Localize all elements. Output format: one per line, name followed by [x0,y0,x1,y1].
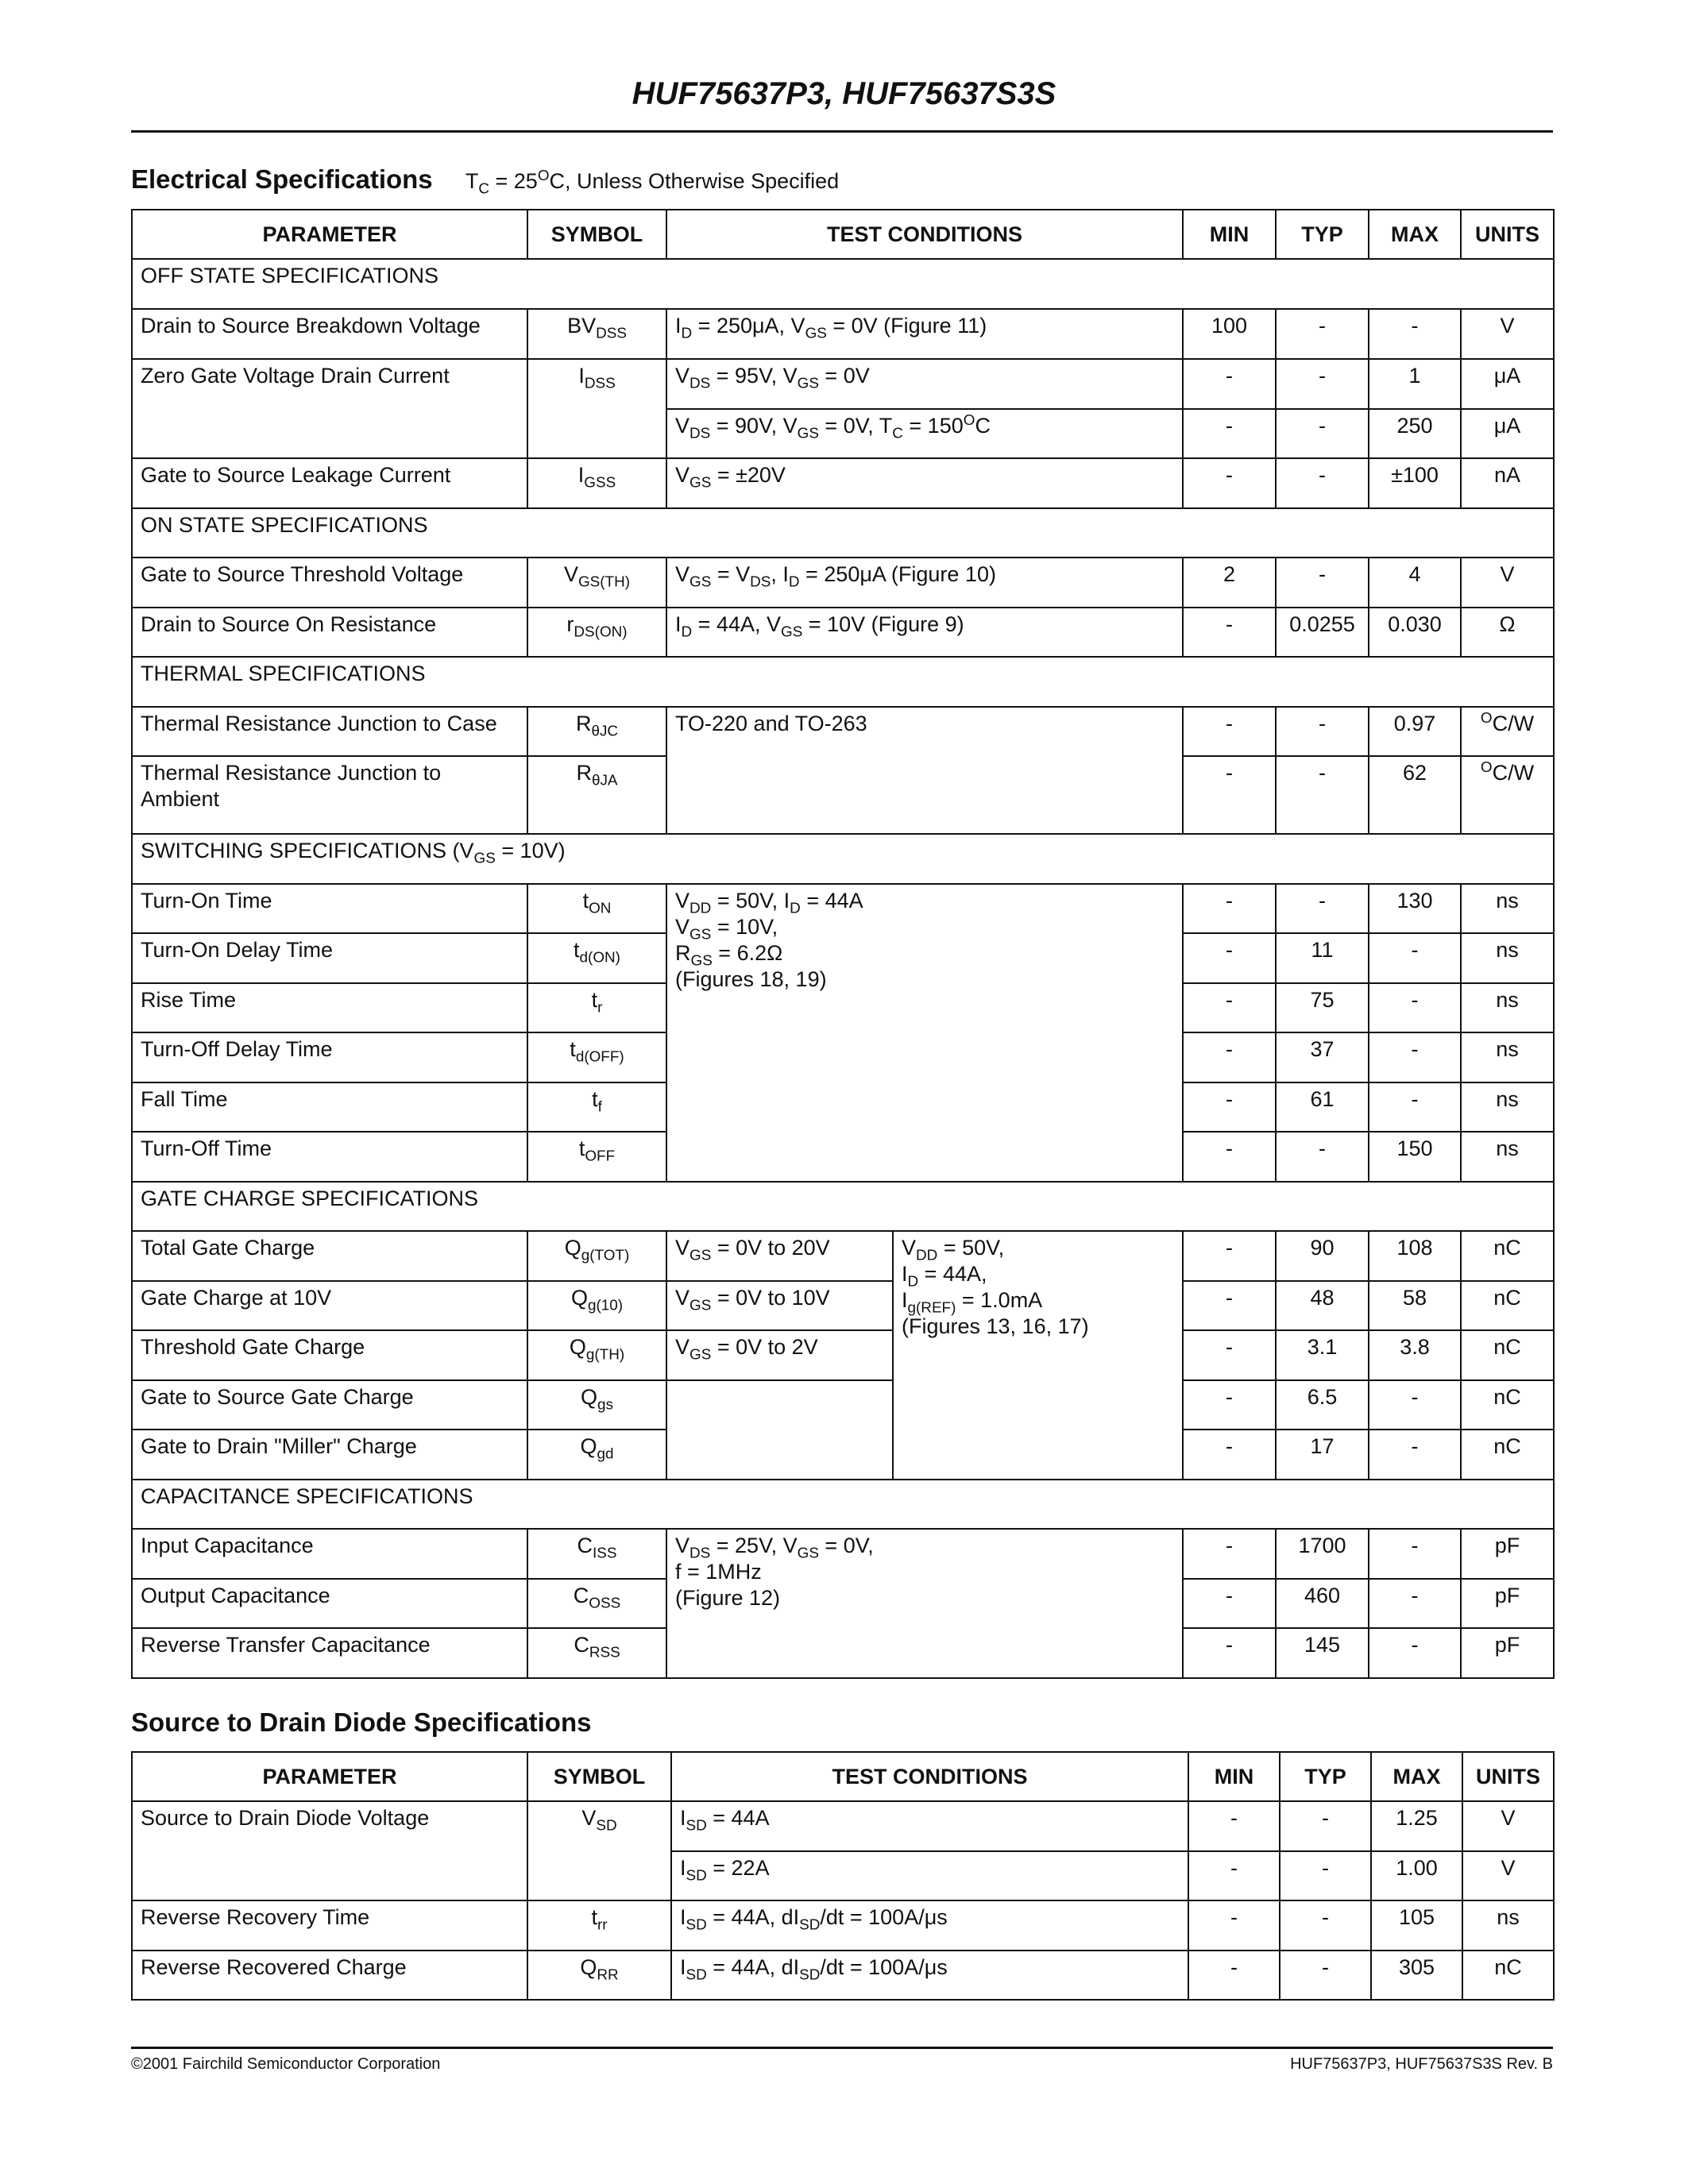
max-cell: - [1369,1082,1461,1132]
min-cell: - [1188,1801,1280,1851]
table-row [132,1231,1554,1281]
table-row [132,1281,1554,1330]
symbol-cell: $t_{OFF}$ [527,1132,666,1182]
condition-cell: $I_{SD} = 44A$, $dI_{SD}/dt = 100A/\mu s$ [671,1900,1188,1951]
max-cell: - [1369,1032,1461,1082]
table-row [132,608,1554,657]
section-title: SWITCHING SPECIFICATIONS $(V_{GS} = 10V)$ [132,834,1554,884]
min-cell: - [1183,884,1276,933]
min-cell: - [1183,359,1276,409]
symbol-cell: $Q_{g(TOT)}$ [527,1231,666,1281]
typ-cell: 61 [1276,1082,1369,1132]
column-header: TYP [1276,210,1369,259]
symbol-cell: $t_r$ [527,983,666,1032]
typ-cell: - [1276,1132,1369,1182]
parameter-cell: Fall Time [132,1082,527,1132]
min-cell: - [1183,1231,1276,1281]
max-cell: - [1369,933,1461,983]
unit-cell: ns [1462,1900,1554,1951]
column-header: UNITS [1462,1752,1554,1801]
min-cell: - [1188,1951,1280,2000]
condition-cell: $I_{SD} = 44A$ [671,1801,1188,1851]
max-cell: - [1369,1628,1461,1678]
min-cell: - [1183,1132,1276,1182]
min-cell: - [1183,1380,1276,1430]
max-cell: - [1369,1380,1461,1430]
min-cell: - [1188,1900,1280,1951]
symbol-cell: $r_{DS(ON)}$ [527,608,666,657]
max-cell: 250 [1369,409,1461,458]
section-row [132,834,1554,884]
min-cell: - [1183,1330,1276,1380]
condition-cell: $V_{GS} = \pm 20V$ [666,458,1183,508]
typ-cell: - [1276,458,1369,508]
min-cell: - [1183,933,1276,983]
page-title: HUF75637P3, HUF75637S3S [632,76,1056,111]
parameter-cell: Gate to Source Gate Charge [132,1380,527,1430]
max-cell: ±100 [1369,458,1461,508]
symbol-cell: $R_{\theta JC}$ [527,707,666,756]
condition-cell: $V_{GS} = 0V$ to 2V [666,1330,893,1380]
section-title: GATE CHARGE SPECIFICATIONS [132,1182,1554,1231]
parameter-cell: Drain to Source On Resistance [132,608,527,657]
parameter-cell: Thermal Resistance Junction to Case [132,707,527,756]
typ-cell: 37 [1276,1032,1369,1082]
symbol-cell: $Q_{RR}$ [527,1951,671,2000]
max-cell: 108 [1369,1231,1461,1281]
max-cell: 150 [1369,1132,1461,1182]
symbol-cell: $C_{RSS}$ [527,1628,666,1678]
unit-cell: pF [1461,1628,1554,1678]
typ-cell: - [1276,359,1369,409]
table-row [132,1380,1554,1430]
condition-cell: $V_{DS} = 25V$, $V_{GS} = 0V$, f = 1MHz (Figure 12) [666,1529,1183,1678]
symbol-cell: $C_{ISS}$ [527,1529,666,1579]
min-cell: - [1188,1851,1280,1900]
electrical-specifications-table [131,209,1555,1679]
parameter-cell: Output Capacitance [132,1579,527,1628]
min-cell: - [1183,1281,1276,1330]
typ-cell: 3.1 [1276,1330,1369,1380]
condition-cell: $I_D = 44A$, $V_{GS} = 10V$ (Figure 9) [666,608,1183,657]
symbol-cell: $I_{GSS}$ [527,458,666,508]
table-row [132,359,1554,409]
typ-cell: 11 [1276,933,1369,983]
table-header-row [132,210,1554,259]
table-row [132,707,1554,756]
parameter-cell: Input Capacitance [132,1529,527,1579]
unit-cell: nC [1461,1281,1554,1330]
unit-cell: V [1461,558,1554,608]
section-row [132,508,1554,558]
symbol-cell: $V_{GS(TH)}$ [527,558,666,608]
parameter-cell: Turn-Off Time [132,1132,527,1182]
max-cell: 1.00 [1371,1851,1462,1900]
header-rule [131,130,1553,133]
max-cell: - [1369,1529,1461,1579]
unit-cell: ns [1461,983,1554,1032]
typ-cell: - [1280,1951,1371,2000]
section-row [132,657,1554,707]
unit-cell: nC [1461,1231,1554,1281]
condition-cell: $V_{GS} = V_{DS}$, $I_D = 250\mu A$ (Figure 10) [666,558,1183,608]
min-cell: - [1183,458,1276,508]
typ-cell: 17 [1276,1430,1369,1480]
max-cell: 0.97 [1369,707,1461,756]
column-header: PARAMETER [132,1752,527,1801]
min-cell: - [1183,756,1276,834]
typ-cell: 90 [1276,1231,1369,1281]
symbol-cell: $t_f$ [527,1082,666,1132]
min-cell: - [1183,1579,1276,1628]
unit-cell: ns [1461,1132,1554,1182]
max-cell: 62 [1369,756,1461,834]
unit-cell: ns [1461,1032,1554,1082]
column-header: MIN [1188,1752,1280,1801]
unit-cell: ns [1461,1082,1554,1132]
parameter-cell: Gate to Source Leakage Current [132,458,527,508]
unit-cell: V [1461,309,1554,359]
min-cell: - [1183,1032,1276,1082]
typ-cell: - [1280,1801,1371,1851]
typ-cell: 145 [1276,1628,1369,1678]
diode-specifications-heading [131,1707,591,1738]
unit-cell: nA [1461,458,1554,508]
typ-cell: 460 [1276,1579,1369,1628]
max-cell: 130 [1369,884,1461,933]
section-title: CAPACITANCE SPECIFICATIONS [132,1480,1554,1529]
table-row [132,309,1554,359]
table-row [132,1529,1554,1579]
max-cell: 0.030 [1369,608,1461,657]
typ-cell: - [1280,1900,1371,1951]
table-row [132,884,1554,933]
column-header: MAX [1371,1752,1462,1801]
typ-cell: 0.0255 [1276,608,1369,657]
diode-specifications-table [131,1751,1555,2001]
typ-cell: - [1276,409,1369,458]
parameter-cell: Total Gate Charge [132,1231,527,1281]
parameter-cell: Zero Gate Voltage Drain Current [132,359,527,458]
typ-cell: - [1276,756,1369,834]
unit-cell: Ω [1461,608,1554,657]
section-title: THERMAL SPECIFICATIONS [132,657,1554,707]
min-cell: - [1183,409,1276,458]
min-cell: - [1183,1628,1276,1678]
parameter-cell: Thermal Resistance Junction to Ambient [132,756,527,834]
table-header-row [132,1752,1554,1801]
typ-cell: - [1280,1851,1371,1900]
typ-cell: 1700 [1276,1529,1369,1579]
table-row [132,458,1554,508]
typ-cell: - [1276,558,1369,608]
min-cell: - [1183,1430,1276,1480]
max-cell: - [1369,983,1461,1032]
footer-part-revision: HUF75637P3, HUF75637S3S Rev. B [1290,2055,1553,2073]
min-cell: - [1183,983,1276,1032]
section-row [132,259,1554,309]
section-title: ON STATE SPECIFICATIONS [132,508,1554,558]
typ-cell: 48 [1276,1281,1369,1330]
parameter-cell: Gate to Drain "Miller" Charge [132,1430,527,1480]
unit-cell: V [1462,1801,1554,1851]
unit-cell: μA [1461,359,1554,409]
column-header: SYMBOL [527,210,666,259]
footer-rule [131,2047,1553,2049]
section-title: Source to Drain Diode Specifications [131,1707,592,1737]
symbol-cell: $Q_{g(10)}$ [527,1281,666,1330]
column-header: TEST CONDITIONS [666,210,1183,259]
condition-cell: $I_{SD} = 44A$, $dI_{SD}/dt = 100A/\mu s$ [671,1951,1188,2000]
symbol-cell: $Q_{gs}$ [527,1380,666,1430]
condition-cell: $V_{DD} = 50V$, $I_D = 44A$ $V_{GS} = 10V$, $R_{GS} = 6.2\Omega$ (Figures 18, 19) [666,884,1183,1182]
unit-cell: ns [1461,933,1554,983]
table-row [132,1801,1554,1851]
min-cell: - [1183,1529,1276,1579]
table-row [132,1330,1554,1380]
max-cell: - [1369,309,1461,359]
min-cell: - [1183,707,1276,756]
condition-cell: TO-220 and TO-263 [666,707,1183,834]
max-cell: 105 [1371,1900,1462,1951]
condition-cell: $V_{GS} = 0V$ to 20V [666,1231,893,1281]
section-title: Electrical Specifications [131,164,433,194]
min-cell: - [1183,1082,1276,1132]
section-row [132,1182,1554,1231]
unit-cell: $^O$C/W [1461,756,1554,834]
symbol-cell: $V_{SD}$ [527,1801,671,1900]
symbol-cell: $BV_{DSS}$ [527,309,666,359]
footer-copyright: ©2001 Fairchild Semiconductor Corporation [131,2055,441,2073]
unit-cell: nC [1461,1380,1554,1430]
condition-cell: $V_{DS} = 95V$, $V_{GS} = 0V$ [666,359,1183,409]
column-header: UNITS [1461,210,1554,259]
unit-cell: nC [1461,1330,1554,1380]
section-row [132,1480,1554,1529]
table-row [132,558,1554,608]
parameter-cell: Reverse Recovery Time [132,1900,527,1951]
max-cell: 4 [1369,558,1461,608]
table-row [132,1951,1554,2000]
parameter-cell: Reverse Transfer Capacitance [132,1628,527,1678]
symbol-cell: $C_{OSS}$ [527,1579,666,1628]
parameter-cell: Turn-Off Delay Time [132,1032,527,1082]
section-title: OFF STATE SPECIFICATIONS [132,259,1554,309]
column-header: TEST CONDITIONS [671,1752,1188,1801]
unit-cell: nC [1462,1951,1554,2000]
parameter-cell: Gate to Source Threshold Voltage [132,558,527,608]
parameter-cell: Source to Drain Diode Voltage [132,1801,527,1900]
symbol-cell: $t_{d(OFF)}$ [527,1032,666,1082]
unit-cell: μA [1461,409,1554,458]
unit-cell: V [1462,1851,1554,1900]
electrical-specifications-heading [131,164,840,198]
symbol-cell: $t_{ON}$ [527,884,666,933]
table-row [132,1900,1554,1951]
column-header: MIN [1183,210,1276,259]
section-condition: $T_C = 25^OC$, Unless Otherwise Specified [465,168,840,198]
common-condition-cell: $V_{DD} = 50V$, $I_D = 44A$, $I_{g(REF)} = 1.0mA$ (Figures 13, 16, 17) [893,1231,1183,1480]
symbol-cell: $Q_{g(TH)}$ [527,1330,666,1380]
typ-cell: 6.5 [1276,1380,1369,1430]
parameter-cell: Turn-On Time [132,884,527,933]
typ-cell: - [1276,884,1369,933]
parameter-cell: Reverse Recovered Charge [132,1951,527,2000]
condition-cell: $V_{DS} = 90V$, $V_{GS} = 0V$, $T_C = 150^OC$ [666,409,1183,458]
max-cell: 305 [1371,1951,1462,2000]
typ-cell: - [1276,707,1369,756]
max-cell: - [1369,1579,1461,1628]
condition-cell [666,1380,893,1480]
column-header: TYP [1280,1752,1371,1801]
max-cell: 58 [1369,1281,1461,1330]
typ-cell: 75 [1276,983,1369,1032]
parameter-cell: Drain to Source Breakdown Voltage [132,309,527,359]
parameter-cell: Turn-On Delay Time [132,933,527,983]
max-cell: 1 [1369,359,1461,409]
parameter-cell: Threshold Gate Charge [132,1330,527,1380]
symbol-cell: $I_{DSS}$ [527,359,666,458]
condition-cell: $V_{GS} = 0V$ to 10V [666,1281,893,1330]
max-cell: 1.25 [1371,1801,1462,1851]
typ-cell: - [1276,309,1369,359]
parameter-cell: Gate Charge at 10V [132,1281,527,1330]
max-cell: 3.8 [1369,1330,1461,1380]
column-header: PARAMETER [132,210,527,259]
max-cell: - [1369,1430,1461,1480]
column-header: SYMBOL [527,1752,671,1801]
parameter-cell: Rise Time [132,983,527,1032]
symbol-cell: $Q_{gd}$ [527,1430,666,1480]
unit-cell: $^O$C/W [1461,707,1554,756]
min-cell: 2 [1183,558,1276,608]
unit-cell: pF [1461,1529,1554,1579]
min-cell: 100 [1183,309,1276,359]
column-header: MAX [1369,210,1461,259]
symbol-cell: $t_{d(ON)}$ [527,933,666,983]
unit-cell: ns [1461,884,1554,933]
symbol-cell: $t_{rr}$ [527,1900,671,1951]
symbol-cell: $R_{\theta JA}$ [527,756,666,834]
condition-cell: $I_D = 250\mu A$, $V_{GS} = 0V$ (Figure 11) [666,309,1183,359]
unit-cell: pF [1461,1579,1554,1628]
unit-cell: nC [1461,1430,1554,1480]
condition-cell: $I_{SD} = 22A$ [671,1851,1188,1900]
min-cell: - [1183,608,1276,657]
